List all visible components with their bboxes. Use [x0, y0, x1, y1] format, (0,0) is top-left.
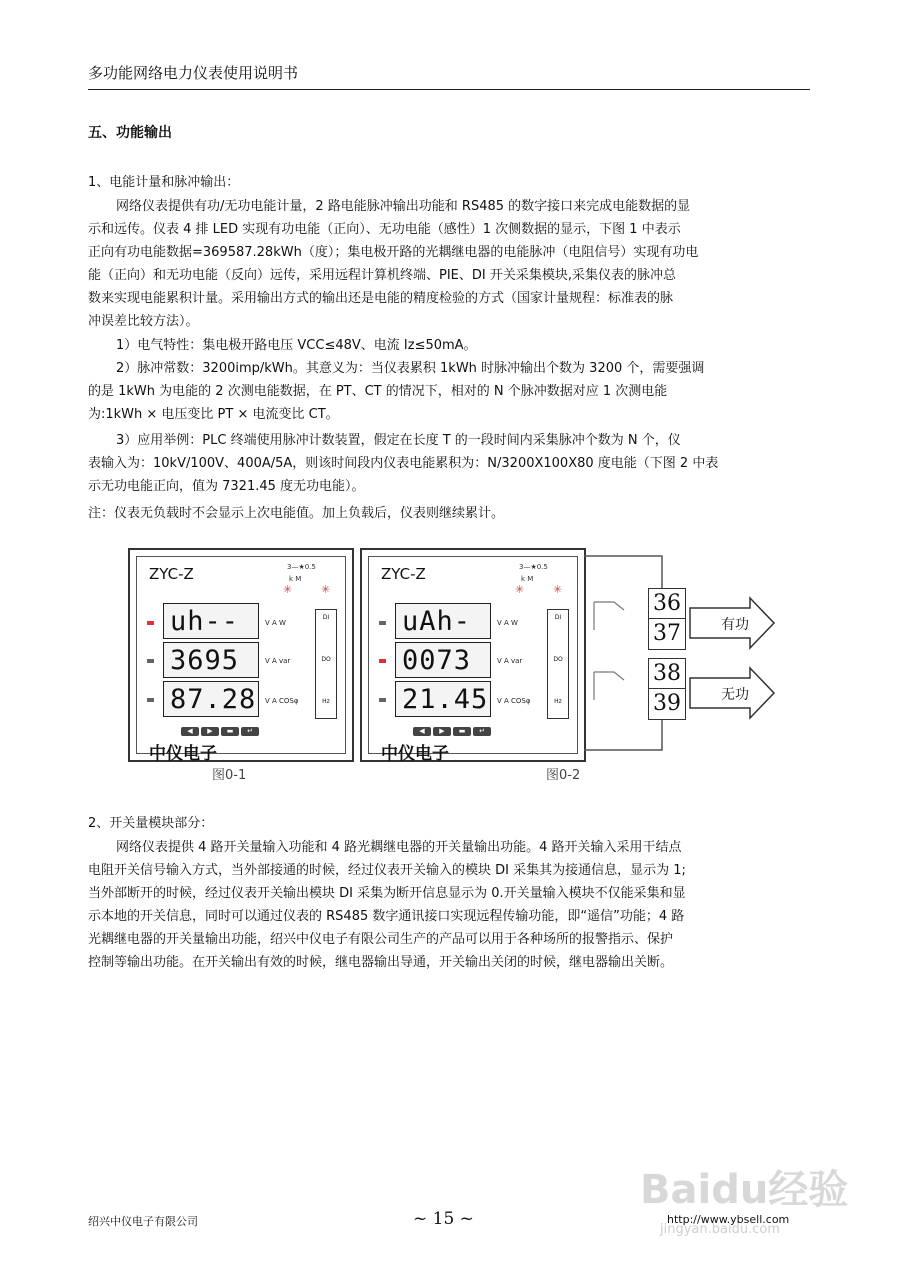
- terminal-38: 38: [648, 658, 686, 690]
- row-units: V A var: [265, 657, 291, 665]
- row-units: V A COSφ: [497, 697, 531, 705]
- part1-heading: 1、电能计量和脉冲输出：: [88, 175, 240, 190]
- accuracy-class: 3—★0.5: [287, 563, 316, 571]
- figure-caption-1: 图0-1: [212, 768, 247, 783]
- row-indicator: [147, 698, 154, 702]
- row-indicator: [147, 659, 154, 663]
- watermark-logo: Baidu经验: [640, 1167, 849, 1213]
- text-line: 正向有功电能数据=369587.28kWh（度）；集电极开路的光耦继电器的电能脉冲（电阻信号）实现有功电: [88, 245, 699, 260]
- row-units: V A W: [497, 619, 518, 627]
- status-label: Hz: [322, 698, 330, 705]
- minus-key-icon[interactable]: ▬: [453, 727, 471, 736]
- text-line: 示无功电能正向，值为 7321.45 度无功电能）。: [88, 479, 365, 494]
- indicator-led-icon: ✳: [283, 583, 293, 596]
- status-label: DI: [322, 614, 330, 621]
- text-line: 冲误差比较方法）。: [88, 314, 199, 329]
- meter-bezel: [136, 556, 346, 764]
- meter-model: ZYC-Z: [149, 565, 194, 583]
- indicator-led-icon: ✳: [553, 583, 563, 596]
- status-label: Hz: [554, 698, 562, 705]
- wiring-diagram: [584, 548, 778, 758]
- unit-prefix: k M: [289, 575, 302, 583]
- status-label: DI: [554, 614, 562, 621]
- status-column: [547, 609, 569, 719]
- output-label-active: 有功: [721, 617, 749, 633]
- text-line: 当外部断开的时候，经过仪表开关输出模块 DI 采集为断开信息显示为 0.开关量输入模块不仅能采集和显: [88, 886, 686, 901]
- meter-panel-1: [128, 548, 354, 762]
- row-indicator: [379, 698, 386, 702]
- meter-model: ZYC-Z: [381, 565, 426, 583]
- meter-bezel: [368, 556, 578, 764]
- page-number: ~ 15 ~: [413, 1209, 474, 1229]
- text-line: 示本地的开关信息，同时可以通过仪表的 RS485 数字通讯接口实现远程传输功能，即“遥信”功能；4 路: [88, 909, 685, 924]
- text-line: 3）应用举例：PLC 终端使用脉冲计数装置，假定在长度 T 的一段时间内采集脉冲个数为 N 个，仪: [116, 433, 681, 448]
- status-label: DO: [553, 656, 563, 663]
- footer-url[interactable]: http://www.ybsell.com: [667, 1213, 790, 1226]
- watermark-url: jingyan.baidu.com: [660, 1222, 780, 1237]
- accuracy-class: 3—★0.5: [519, 563, 548, 571]
- terminal-39: 39: [648, 688, 686, 720]
- enter-key-icon[interactable]: ↵: [473, 727, 491, 736]
- meter-brand: 中仪电子: [381, 744, 449, 764]
- enter-key-icon[interactable]: ↵: [241, 727, 259, 736]
- part2-paragraph: [88, 836, 810, 974]
- row-indicator: [379, 621, 386, 625]
- lcd-row-2: 0073: [395, 642, 491, 678]
- part1-item1: [88, 334, 810, 357]
- text-line: 数来实现电能累积计量。采用输出方式的输出还是电能的精度检验的方式（国家计量规程：标准表的脉: [88, 291, 674, 306]
- part1-item3: [88, 429, 810, 498]
- meter-figure: [128, 548, 778, 788]
- lcd-row-1: uh--: [163, 603, 259, 639]
- text-line: 为:1kWh × 电压变比 PT × 电流变比 CT。: [88, 407, 339, 422]
- text-line: 光耦继电器的开关量输出功能，绍兴中仪电子有限公司生产的产品可以用于各种场所的报警指示、保护: [88, 932, 674, 947]
- text-line: 网络仪表提供有功/无功电能计量，2 路电能脉冲输出功能和 RS485 的数字接口来完成电能数据的显: [116, 199, 691, 214]
- right-arrow-key-icon[interactable]: ▶: [433, 727, 451, 736]
- part1-note: 注：仪表无负载时不会显示上次电能值。加上负载后，仪表则继续累计。: [88, 506, 505, 521]
- row-indicator: [379, 659, 386, 663]
- right-arrow-key-icon[interactable]: ▶: [201, 727, 219, 736]
- row-units: V A var: [497, 657, 523, 665]
- text-line: 表输入为：10kV/100V、400A/5A，则该时间段内仪表电能累积为：N/3200X100X80 度电能（下图 2 中表: [88, 456, 719, 471]
- status-column: [315, 609, 337, 719]
- row-units: V A W: [265, 619, 286, 627]
- text-line: 电阻开关信号输入方式，当外部接通的时候，经过仪表开关输入的模块 DI 采集其为接通信息，显示为 1;: [88, 863, 686, 878]
- lcd-row-2: 3695: [163, 642, 259, 678]
- terminal-36: 36: [648, 588, 686, 620]
- lcd-row-1: uAh-: [395, 603, 491, 639]
- output-label-reactive: 无功: [721, 687, 749, 703]
- row-units: V A COSφ: [265, 697, 299, 705]
- left-arrow-key-icon[interactable]: ◀: [413, 727, 431, 736]
- indicator-led-icon: ✳: [515, 583, 525, 596]
- left-arrow-key-icon[interactable]: ◀: [181, 727, 199, 736]
- text-line: 控制等输出功能。在开关输出有效的时候，继电器输出导通，开关输出关闭的时候，继电器输出关断。: [88, 955, 674, 970]
- part1-paragraph: [88, 195, 810, 333]
- terminal-37: 37: [648, 618, 686, 650]
- lcd-row-3: 87.28: [163, 681, 259, 717]
- meter-brand: 中仪电子: [149, 744, 217, 764]
- row-indicator: [147, 621, 154, 625]
- indicator-led-icon: ✳: [321, 583, 331, 596]
- page-header-title: 多功能网络电力仪表使用说明书: [88, 64, 299, 82]
- text-line: 1）电气特性：集电极开路电压 VCC≤48V、电流 Iz≤50mA。: [116, 338, 477, 353]
- status-label: DO: [321, 656, 331, 663]
- minus-key-icon[interactable]: ▬: [221, 727, 239, 736]
- unit-prefix: k M: [521, 575, 534, 583]
- figure-caption-2: 图0-2: [546, 768, 581, 783]
- footer-company: 绍兴中仪电子有限公司: [88, 1215, 198, 1228]
- header-divider: [88, 89, 810, 90]
- meter-panel-2: [360, 548, 586, 762]
- text-line: 能（正向）和无功电能（反向）远传，采用远程计算机终端、PIE、DI 开关采集模块,采集仪表的脉冲总: [88, 268, 676, 283]
- text-line: 2）脉冲常数：3200imp/kWh。其意义为：当仪表累积 1kWh 时脉冲输出个数为 3200 个，需要强调: [116, 361, 705, 376]
- text-line: 示和远传。仪表 4 排 LED 实现有功电能（正向）、无功电能（感性）1 次侧数据的显示，下图 1 中表示: [88, 222, 681, 237]
- text-line: 网络仪表提供 4 路开关量输入功能和 4 路光耦继电器的开关量输出功能。4 路开关输入采用干结点: [116, 840, 682, 855]
- part1-item2: [88, 357, 810, 426]
- lcd-row-3: 21.45: [395, 681, 491, 717]
- part2-heading: 2、开关量模块部分：: [88, 816, 214, 831]
- section-title: 五、功能输出: [88, 125, 172, 141]
- text-line: 的是 1kWh 为电能的 2 次测电能数据，在 PT、CT 的情况下，相对的 N 个脉冲数据对应 1 次测电能: [88, 384, 668, 399]
